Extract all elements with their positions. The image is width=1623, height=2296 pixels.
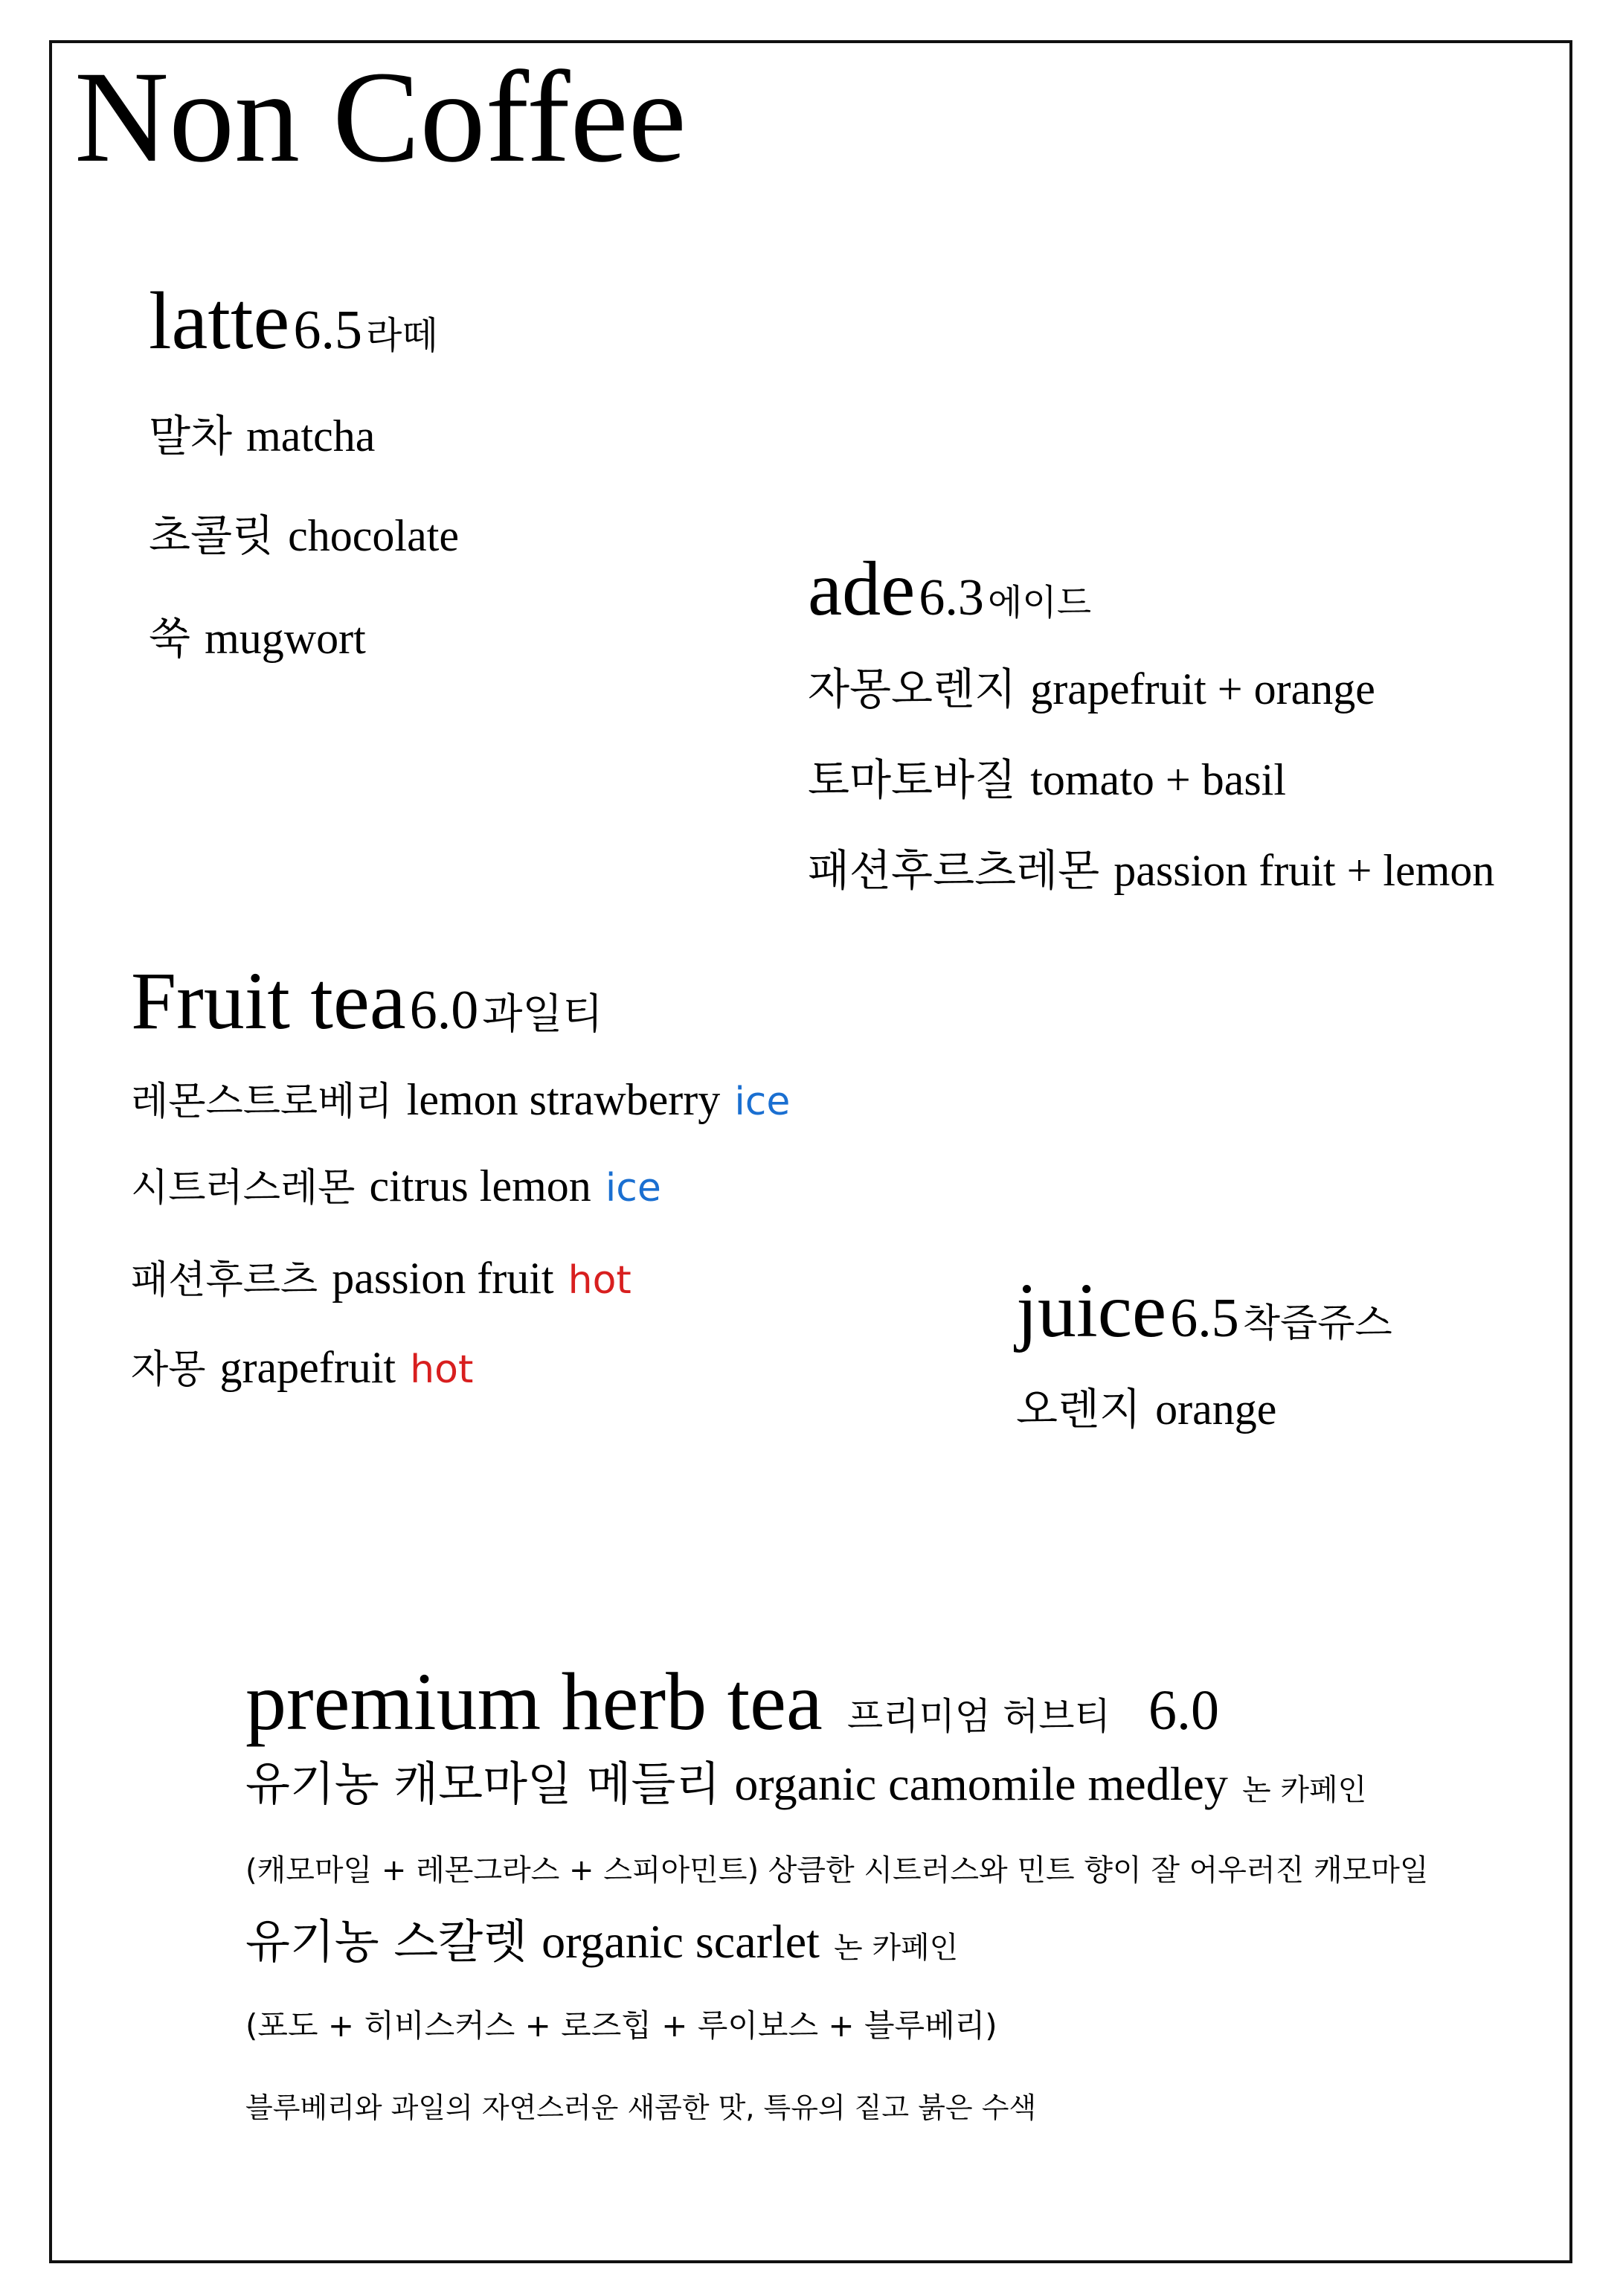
item-name-ko: 패션후르츠 (131, 1258, 318, 1303)
item-name-ko: 말차 (149, 411, 233, 461)
section-name-ko: 프리미엄 허브티 (846, 1695, 1111, 1738)
item-name-en: organic scarlet (541, 1915, 820, 1968)
item-name-en: tomato + basil (1030, 755, 1287, 804)
menu-item-grapefruit-orange (808, 664, 1375, 714)
section-herb-tea-header (245, 1656, 1219, 1747)
item-name-ko: 레몬스트로베리 (131, 1080, 393, 1124)
item-name-en: lemon strawberry (406, 1075, 721, 1124)
menu-item-camomile-medley (245, 1757, 1367, 1811)
item-name-en: matcha (246, 411, 376, 461)
item-ingredients: (포도 + 히비스커스 + 로즈힙 + 루이보스 + 블루베리) (245, 2007, 997, 2044)
menu-item-grapefruit (131, 1345, 473, 1390)
item-name-ko: 유기농 스칼렛 (245, 1914, 528, 1969)
item-name-ko: 패션후르츠레몬 (808, 845, 1100, 896)
section-name: premium herb tea (245, 1656, 823, 1747)
section-name: juice (1016, 1268, 1167, 1353)
section-price: 6.0 (409, 980, 479, 1041)
item-name-en: citrus lemon (369, 1161, 591, 1210)
section-name-ko: 과일티 (482, 990, 603, 1039)
section-price: 6.3 (919, 569, 984, 626)
item-name-ko: 자몽 (131, 1347, 206, 1392)
section-name-ko: 착즙쥬스 (1242, 1301, 1392, 1346)
item-name-ko: 오렌지 (1016, 1384, 1142, 1434)
section-price: 6.5 (1170, 1288, 1239, 1349)
menu-item-citrus-lemon (131, 1161, 661, 1210)
item-name-en: mugwort (205, 614, 366, 663)
section-price: 6.5 (293, 300, 362, 361)
section-name: latte (149, 275, 290, 366)
item-name-en: passion fruit + lemon (1113, 846, 1495, 895)
section-price: 6.0 (1148, 1679, 1219, 1742)
item-name-ko: 자몽오렌지 (808, 664, 1017, 714)
section-fruit-tea-header (131, 955, 603, 1046)
caffeine-note: 논 카페인 (1241, 1773, 1367, 1807)
section-latte-header (149, 275, 438, 366)
hot-tag: hot (568, 1258, 631, 1303)
item-name-ko: 시트러스레몬 (131, 1166, 356, 1210)
ice-tag: ice (605, 1166, 661, 1210)
section-name-ko: 라떼 (366, 314, 438, 357)
item-name-en: orange (1155, 1385, 1277, 1434)
item-name-ko: 토마토바질 (808, 754, 1017, 805)
item-name-ko: 초콜릿 (149, 510, 274, 561)
section-name: Fruit tea (131, 955, 406, 1046)
section-name: ade (808, 546, 916, 632)
menu-item-passionfruit-lemon (808, 845, 1495, 896)
section-ade-header (808, 546, 1092, 632)
menu-item-orange (1016, 1384, 1277, 1434)
ice-tag: ice (734, 1080, 791, 1124)
menu-item-passion-fruit (131, 1256, 631, 1301)
menu-item-mugwort (149, 613, 366, 664)
menu-item-chocolate (149, 510, 460, 561)
item-name-en: grapefruit + orange (1030, 664, 1375, 714)
item-name-en: chocolate (288, 511, 460, 560)
item-name-en: grapefruit (219, 1343, 396, 1392)
menu-item-tomato-basil (808, 754, 1287, 805)
section-name-ko: 에이드 (988, 582, 1092, 623)
section-juice-header (1016, 1268, 1392, 1353)
menu-item-scarlet (245, 1914, 959, 1969)
item-description: (캐모마일 + 레몬그라스 + 스피아민트) 상큼한 시트러스와 민트 향이 잘 어우러진 캐모마일 (245, 1853, 1429, 1888)
caffeine-note: 논 카페인 (833, 1931, 959, 1965)
page-title: Non Coffee (74, 45, 687, 190)
item-description: 블루베리와 과일의 자연스러운 새콤한 맛, 특유의 짙고 붉은 수색 (245, 2091, 1037, 2124)
menu-item-matcha (149, 411, 376, 461)
item-name-ko: 유기농 캐모마일 메들리 (245, 1757, 721, 1811)
item-name-en: passion fruit (332, 1254, 554, 1303)
menu-item-lemon-strawberry (131, 1077, 790, 1122)
item-name-ko: 쑥 (149, 613, 191, 664)
item-name-en: organic camomile medley (734, 1757, 1228, 1810)
hot-tag: hot (410, 1347, 474, 1392)
